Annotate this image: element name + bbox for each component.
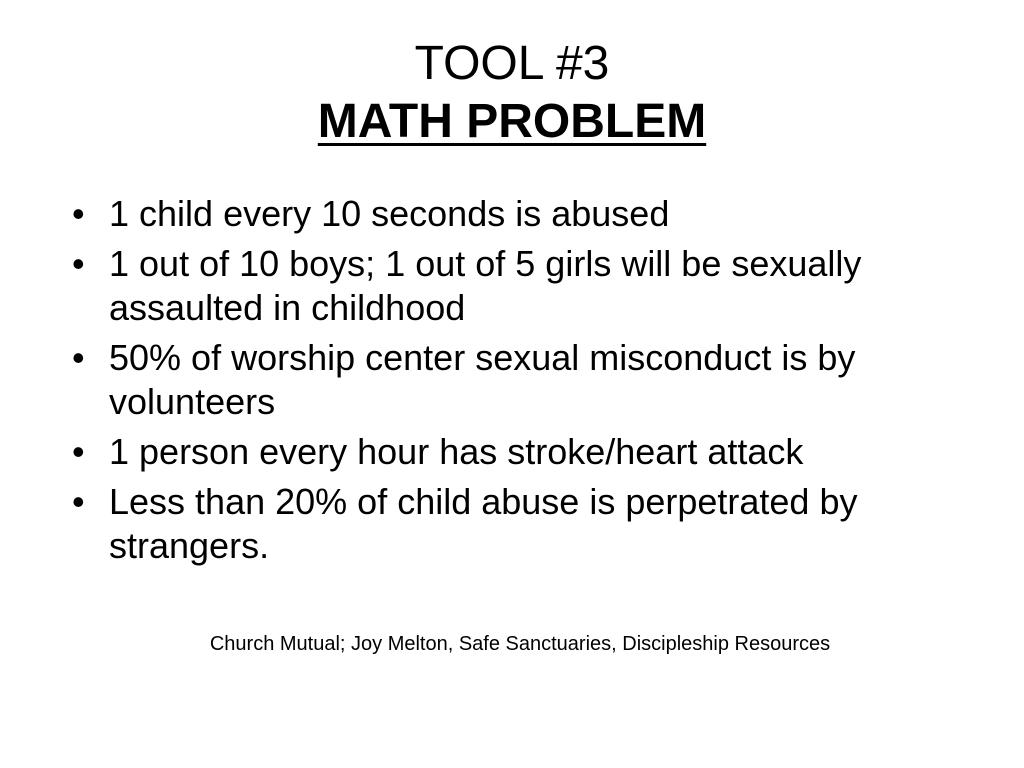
bullet-text: 1 person every hour has stroke/heart attack bbox=[109, 431, 804, 472]
title-heading-text: MATH PROBLEM bbox=[317, 95, 707, 148]
title-heading bbox=[0, 92, 1024, 152]
bullet-item bbox=[72, 242, 952, 330]
bullet-list bbox=[72, 192, 952, 574]
bullet-text: Less than 20% of child abuse is perpetrated by strangers. bbox=[109, 481, 858, 566]
bullet-text: 1 out of 10 boys; 1 out of 5 girls will be sexually assaulted in childhood bbox=[109, 243, 862, 328]
bullet-icon: • bbox=[72, 481, 85, 522]
bullet-icon: • bbox=[72, 337, 85, 378]
bullet-text: 50% of worship center sexual misconduct is by volunteers bbox=[109, 337, 856, 422]
source-citation: Church Mutual; Joy Melton, Safe Sanctuaries, Discipleship Resources bbox=[209, 633, 831, 655]
bullet-text: 1 child every 10 seconds is abused bbox=[109, 193, 670, 234]
bullet-item bbox=[72, 480, 952, 568]
bullet-item bbox=[72, 430, 952, 474]
bullet-item bbox=[72, 336, 952, 424]
bullet-icon: • bbox=[72, 431, 85, 472]
title-tool-number: TOOL #3 bbox=[414, 37, 610, 90]
bullet-icon: • bbox=[72, 243, 85, 284]
slide-title bbox=[0, 36, 1024, 152]
bullet-item bbox=[72, 192, 952, 236]
bullet-icon: • bbox=[72, 193, 85, 234]
